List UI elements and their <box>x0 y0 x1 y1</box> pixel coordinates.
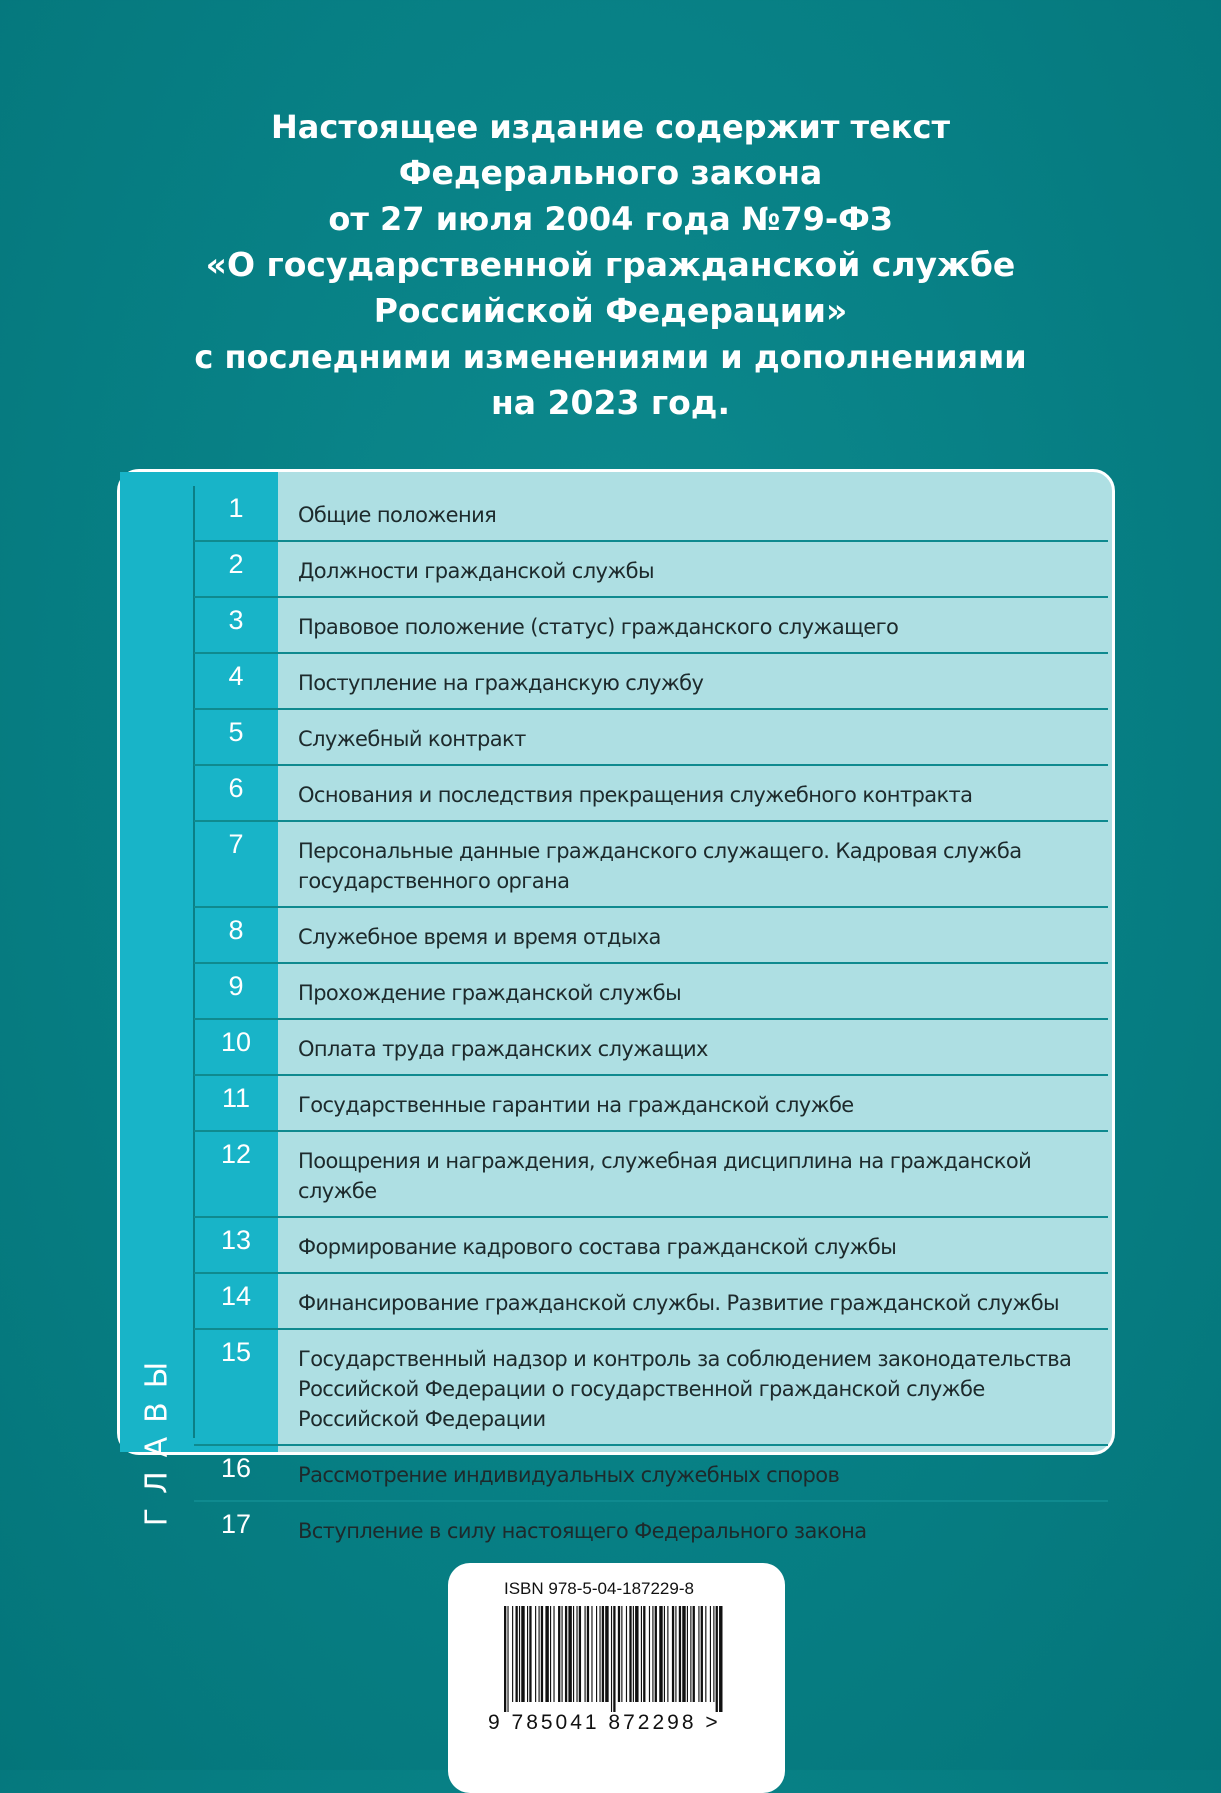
isbn-panel <box>448 1563 785 1793</box>
isbn-label: ISBN 978-5-04-187229-8 <box>504 1579 694 1598</box>
header-line-year: на 2023 год. <box>491 383 730 422</box>
chapter-number: 6 <box>228 773 244 803</box>
barcode-bar <box>591 1606 592 1702</box>
chapter-row <box>194 1330 1108 1446</box>
barcode-bar <box>664 1606 665 1702</box>
chapter-number: 13 <box>220 1225 252 1255</box>
chapter-number: 10 <box>220 1027 252 1057</box>
barcode-bar <box>512 1606 513 1702</box>
barcode-bar <box>690 1606 691 1702</box>
header-line-law: Федерального закона <box>398 153 823 192</box>
barcode-bar <box>701 1606 703 1702</box>
barcode-bar <box>585 1606 586 1702</box>
chapter-title: Поступление на гражданскую службу <box>298 671 704 695</box>
barcode-bar <box>719 1606 722 1712</box>
barcode-bar <box>550 1606 551 1702</box>
barcode-bar <box>621 1606 622 1702</box>
barcode-bar <box>539 1606 540 1702</box>
barcode-bar <box>527 1606 528 1702</box>
chapter-number: 1 <box>228 493 244 523</box>
chapter-number: 7 <box>228 829 244 859</box>
header-line-date: от 27 июля 2004 года №79-ФЗ <box>328 200 893 238</box>
chapter-title: Финансирование гражданской службы. Развитие гражданской службы <box>298 1291 1060 1315</box>
chapter-number: 16 <box>220 1453 252 1483</box>
chapter-number: 12 <box>220 1139 252 1169</box>
chapter-row <box>194 964 1108 1020</box>
chapter-list <box>194 486 1108 1556</box>
header-line-intro: Настоящее издание содержит текст <box>270 108 950 146</box>
barcode-bar <box>643 1606 645 1702</box>
barcode-bar <box>529 1606 531 1702</box>
barcode-bar <box>558 1606 560 1702</box>
barcode-bar <box>521 1606 524 1702</box>
barcode-bar <box>655 1606 657 1702</box>
barcode-bar <box>629 1606 631 1702</box>
chapter-title: Персональные данные гражданского служащего. Кадровая служба государственного органа <box>298 839 1022 893</box>
chapter-title: Оплата труда гражданских служащих <box>298 1037 708 1061</box>
chapter-title: Служебное время и время отдыха <box>298 925 661 949</box>
barcode <box>504 1606 720 1712</box>
chapter-number: 8 <box>228 915 244 945</box>
barcode-bar <box>535 1606 536 1702</box>
barcode-bar <box>710 1606 711 1702</box>
barcode-bar <box>573 1606 574 1702</box>
barcode-bar <box>713 1606 714 1702</box>
barcode-bar <box>649 1606 650 1702</box>
barcode-bar <box>633 1606 634 1702</box>
barcode-bar <box>602 1606 604 1702</box>
chapter-row <box>194 822 1108 908</box>
chapter-number: 3 <box>228 605 244 635</box>
barcode-bar <box>705 1606 706 1702</box>
barcode-bar <box>611 1606 612 1712</box>
chapters-panel <box>117 469 1115 1543</box>
barcode-bar <box>635 1606 638 1702</box>
chapter-number: 5 <box>228 717 244 747</box>
chapter-row <box>194 908 1108 964</box>
barcode-bar <box>652 1606 653 1702</box>
header-line-title-cont: Российской Федерации» <box>373 291 848 330</box>
chapter-row <box>194 710 1108 766</box>
barcode-bar <box>679 1606 681 1702</box>
header-line-changes: с последними изменениями и дополнениями <box>194 338 1027 376</box>
barcode-bar <box>641 1606 642 1702</box>
chapter-number: 11 <box>221 1083 251 1113</box>
barcode-bar <box>618 1606 620 1702</box>
chapter-title: Основания и последствия прекращения служебного контракта <box>298 783 973 807</box>
chapter-title: Служебный контракт <box>298 727 526 751</box>
barcode-bar <box>504 1606 506 1712</box>
chapter-title: Общие положения <box>298 503 497 527</box>
barcode-bar <box>698 1606 699 1702</box>
barcode-bar <box>596 1606 597 1702</box>
barcode-bar <box>519 1606 520 1702</box>
chapter-row <box>194 654 1108 710</box>
barcode-bar <box>562 1606 563 1702</box>
chapter-row <box>194 1274 1108 1330</box>
barcode-bar <box>541 1606 543 1702</box>
barcode-bar <box>687 1606 688 1702</box>
barcode-bar <box>693 1606 695 1702</box>
chapter-number: 15 <box>220 1337 252 1367</box>
barcode-bar <box>682 1606 685 1702</box>
chapter-row <box>194 1218 1108 1274</box>
chapter-row <box>194 1502 1108 1556</box>
barcode-bar <box>516 1606 518 1702</box>
barcode-bar <box>613 1606 615 1712</box>
barcode-bar <box>553 1606 554 1702</box>
chapter-title: Поощрения и награждения, служебная дисциплина на гражданской службе <box>298 1149 1032 1203</box>
chapter-row <box>194 1132 1108 1218</box>
chapter-title: Рассмотрение индивидуальных служебных споров <box>298 1463 840 1487</box>
header-text <box>0 104 1221 426</box>
chapter-row <box>194 1020 1108 1076</box>
barcode-bar <box>675 1606 676 1702</box>
chapter-number: 4 <box>228 661 244 691</box>
barcode-bar <box>667 1606 668 1702</box>
chapter-row <box>194 598 1108 654</box>
chapter-number: 9 <box>228 971 244 1001</box>
barcode-bar <box>565 1606 567 1702</box>
chapter-row <box>194 486 1108 542</box>
barcode-bar <box>626 1606 627 1702</box>
barcode-bar <box>672 1606 674 1702</box>
chapter-row <box>194 1446 1108 1502</box>
chapter-title: Государственный надзор и контроль за соблюдением законодательства Российской Федерации о государственной гражданской службе Российской Федерации <box>298 1347 1072 1431</box>
barcode-bar <box>568 1606 571 1702</box>
chapter-number: 17 <box>220 1509 252 1539</box>
chapter-number: 2 <box>228 549 244 579</box>
barcode-bar <box>659 1606 662 1702</box>
barcode-bar <box>507 1606 508 1712</box>
barcode-bar <box>587 1606 589 1702</box>
header-line-title: «О государственной гражданской службе <box>205 245 1016 284</box>
chapter-title: Должности гражданской службы <box>298 559 654 583</box>
chapters-side-band <box>120 472 194 1452</box>
barcode-bar <box>599 1606 600 1702</box>
barcode-bar <box>576 1606 577 1702</box>
chapter-number: 14 <box>220 1281 252 1311</box>
chapter-row <box>194 542 1108 598</box>
chapter-title: Формирование кадрового состава гражданской службы <box>298 1235 897 1259</box>
barcode-bar <box>545 1606 548 1702</box>
barcode-bar <box>579 1606 581 1702</box>
barcode-bar <box>716 1606 718 1712</box>
chapters-side-label: ГЛАВЫ <box>139 1347 175 1527</box>
chapter-title: Вступление в силу настоящего Федерального закона <box>298 1519 867 1543</box>
chapter-row <box>194 766 1108 822</box>
barcode-bar <box>605 1606 608 1702</box>
chapter-row <box>194 1076 1108 1132</box>
chapter-title: Прохождение гражданской службы <box>298 981 682 1005</box>
barcode-digits: 9 785041 872298 > <box>488 1711 721 1734</box>
chapter-title: Государственные гарантии на гражданской службе <box>298 1093 854 1117</box>
chapter-title: Правовое положение (статус) гражданского служащего <box>298 615 899 639</box>
